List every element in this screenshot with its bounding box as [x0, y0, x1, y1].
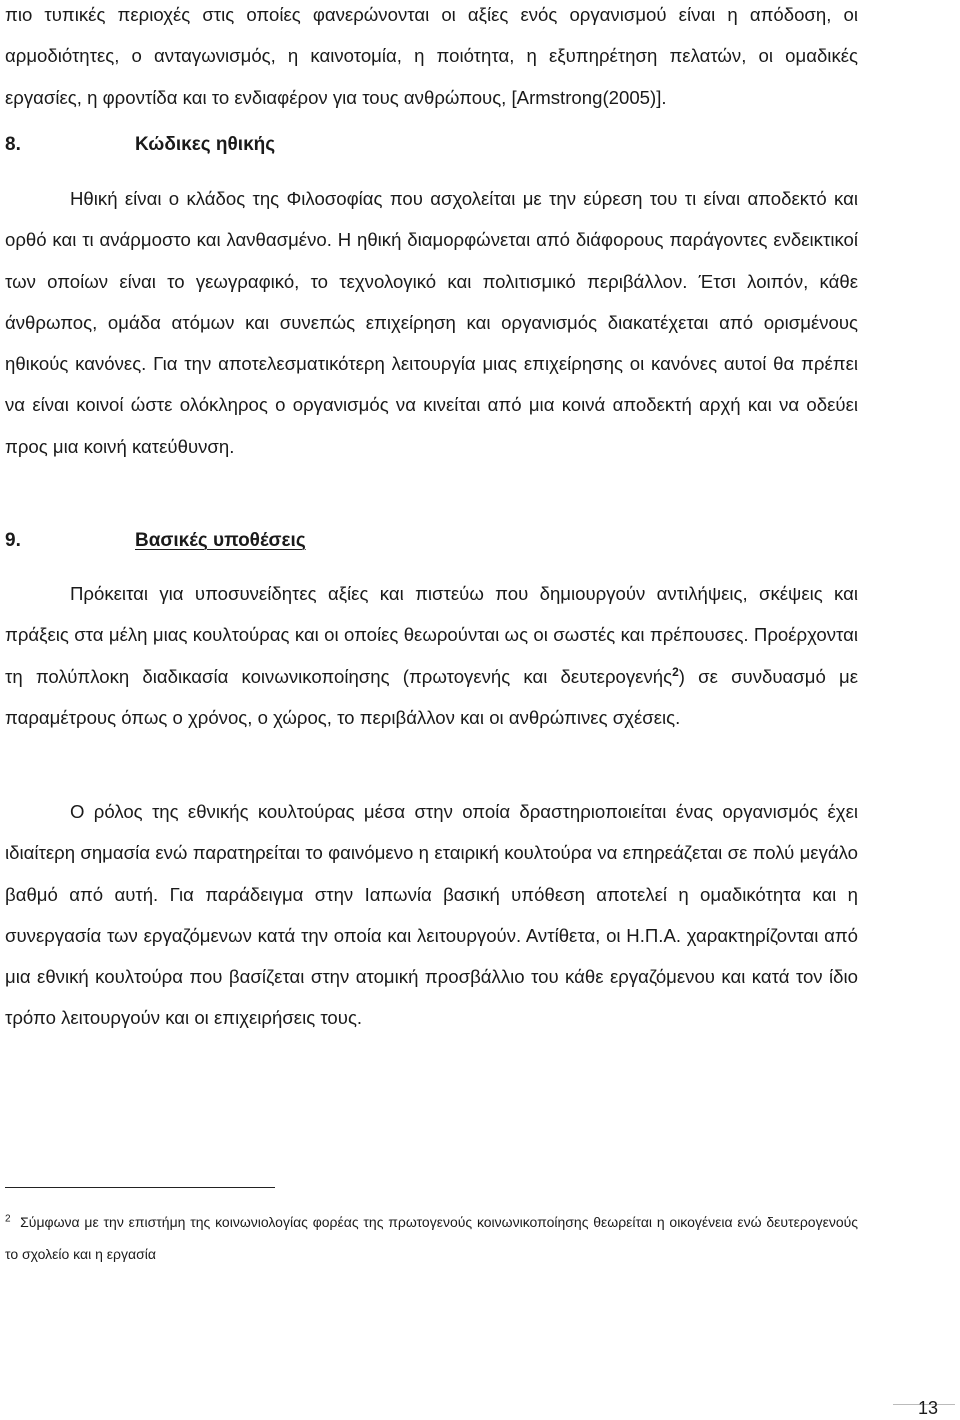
section-8-paragraph: Ηθική είναι ο κλάδος της Φιλοσοφίας που ασχολείται με την εύρεση του τι είναι αποδεκτό και ορθό και τι ανάρμοστο και λανθασμένο. Η ηθική διαμορφώνεται από διάφορους παράγοντες ενδεικτικοί των οποίων είναι το γεωγραφικό, το τεχνολογικό και πολιτισμικό περιβάλλον. Έτσι λοιπόν, κάθε άνθρωπος, ομάδα ατόμων και συνεπώς επιχείρηση και οργανισμός διακατέχεται από ορισμένους ηθικούς κανόνες. Για την αποτελεσματικότερη λειτουργία μιας επιχείρησης οι κανόνες αυτοί θα πρέπει να είναι κοινοί ώστε ολόκληρος ο οργανισμός να κινείται από μια κοινά αποδεκτή αρχή και να οδεύει προς μια κοινή κατεύθυνση.: [5, 188, 858, 457]
section-9-title: Βασικές υποθέσεις: [135, 530, 306, 551]
footnote-divider: [5, 1187, 275, 1188]
section-9-number: 9.: [5, 530, 21, 551]
section-8-heading: [5, 133, 275, 157]
section-9-paragraph-1-end: ) σε συνδυασμό με παραμέτρους όπως ο χρόνος, ο χώρος, το περιβάλλον και οι ανθρώπινες σχέσεις.: [5, 665, 858, 728]
footnote-marker: 2: [5, 1213, 11, 1225]
page-number: 13: [917, 1398, 938, 1418]
intro-paragraph: πιο τυπικές περιοχές στις οποίες φανερώνονται οι αξίες ενός οργανισμού είναι η απόδοση, οι αρμοδιότητες, ο ανταγωνισμός, η καινοτομία, η ποιότητα, η εξυπηρέτηση πελατών, οι ομαδικές εργασίες, η φροντίδα και το ενδιαφέρον για τους ανθρώπους, [Armstrong(2005)].: [5, 4, 858, 108]
footnote-reference[interactable]: 2: [672, 664, 679, 679]
section-9-paragraph-1: [5, 573, 858, 738]
footnote-text: Σύμφωνα με την επιστήμη της κοινωνιολογίας φορέας της πρωτογενούς κοινωνικοποίησης θεωρείται η οικογένεια ενώ δευτερογενούς το σχολείο και η εργασία: [5, 1214, 859, 1262]
footnote: [5, 1206, 858, 1270]
section-9-heading: [5, 529, 306, 553]
section-9-paragraph-1-start: Πρόκειται για υποσυνείδητες αξίες και πιστεύω που δημιουργούν αντιλήψεις, σκέψεις και πράξεις στα μέλη μιας κουλτούρας και οι οποίες θεωρούνται ως οι σωστές και πρέπουσες. Προέρχονται τη πολύπλοκη διαδικασία κοινωνικοποίησης (πρωτογενής και δευτερογενής: [5, 583, 858, 687]
section-8-title: Κώδικες ηθικής: [135, 134, 276, 155]
section-8-number: 8.: [5, 134, 21, 155]
section-9-paragraph-2: Ο ρόλος της εθνικής κουλτούρας μέσα στην οποία δραστηριοποιείται ένας οργανισμός έχει ιδιαίτερη σημασία ενώ παρατηρείται το φαινόμενο η εταιρική κουλτούρα να επηρεάζεται σε πολύ μεγάλο βαθμό από αυτή. Για παράδειγμα στην Ιαπωνία βασική υπόθεση αποτελεί η ομαδικότητα και η συνεργασία των εργαζόμενων κατά την οποία και λειτουργούν. Αντίθετα, οι Η.Π.Α. χαρακτηρίζονται από μια εθνική κουλτούρα που βασίζεται στην ατομική προσβάλλιο του κάθε εργαζόμενου και κατά τον ίδιο τρόπο λειτουργούν και οι επιχειρήσεις τους.: [5, 801, 858, 1029]
